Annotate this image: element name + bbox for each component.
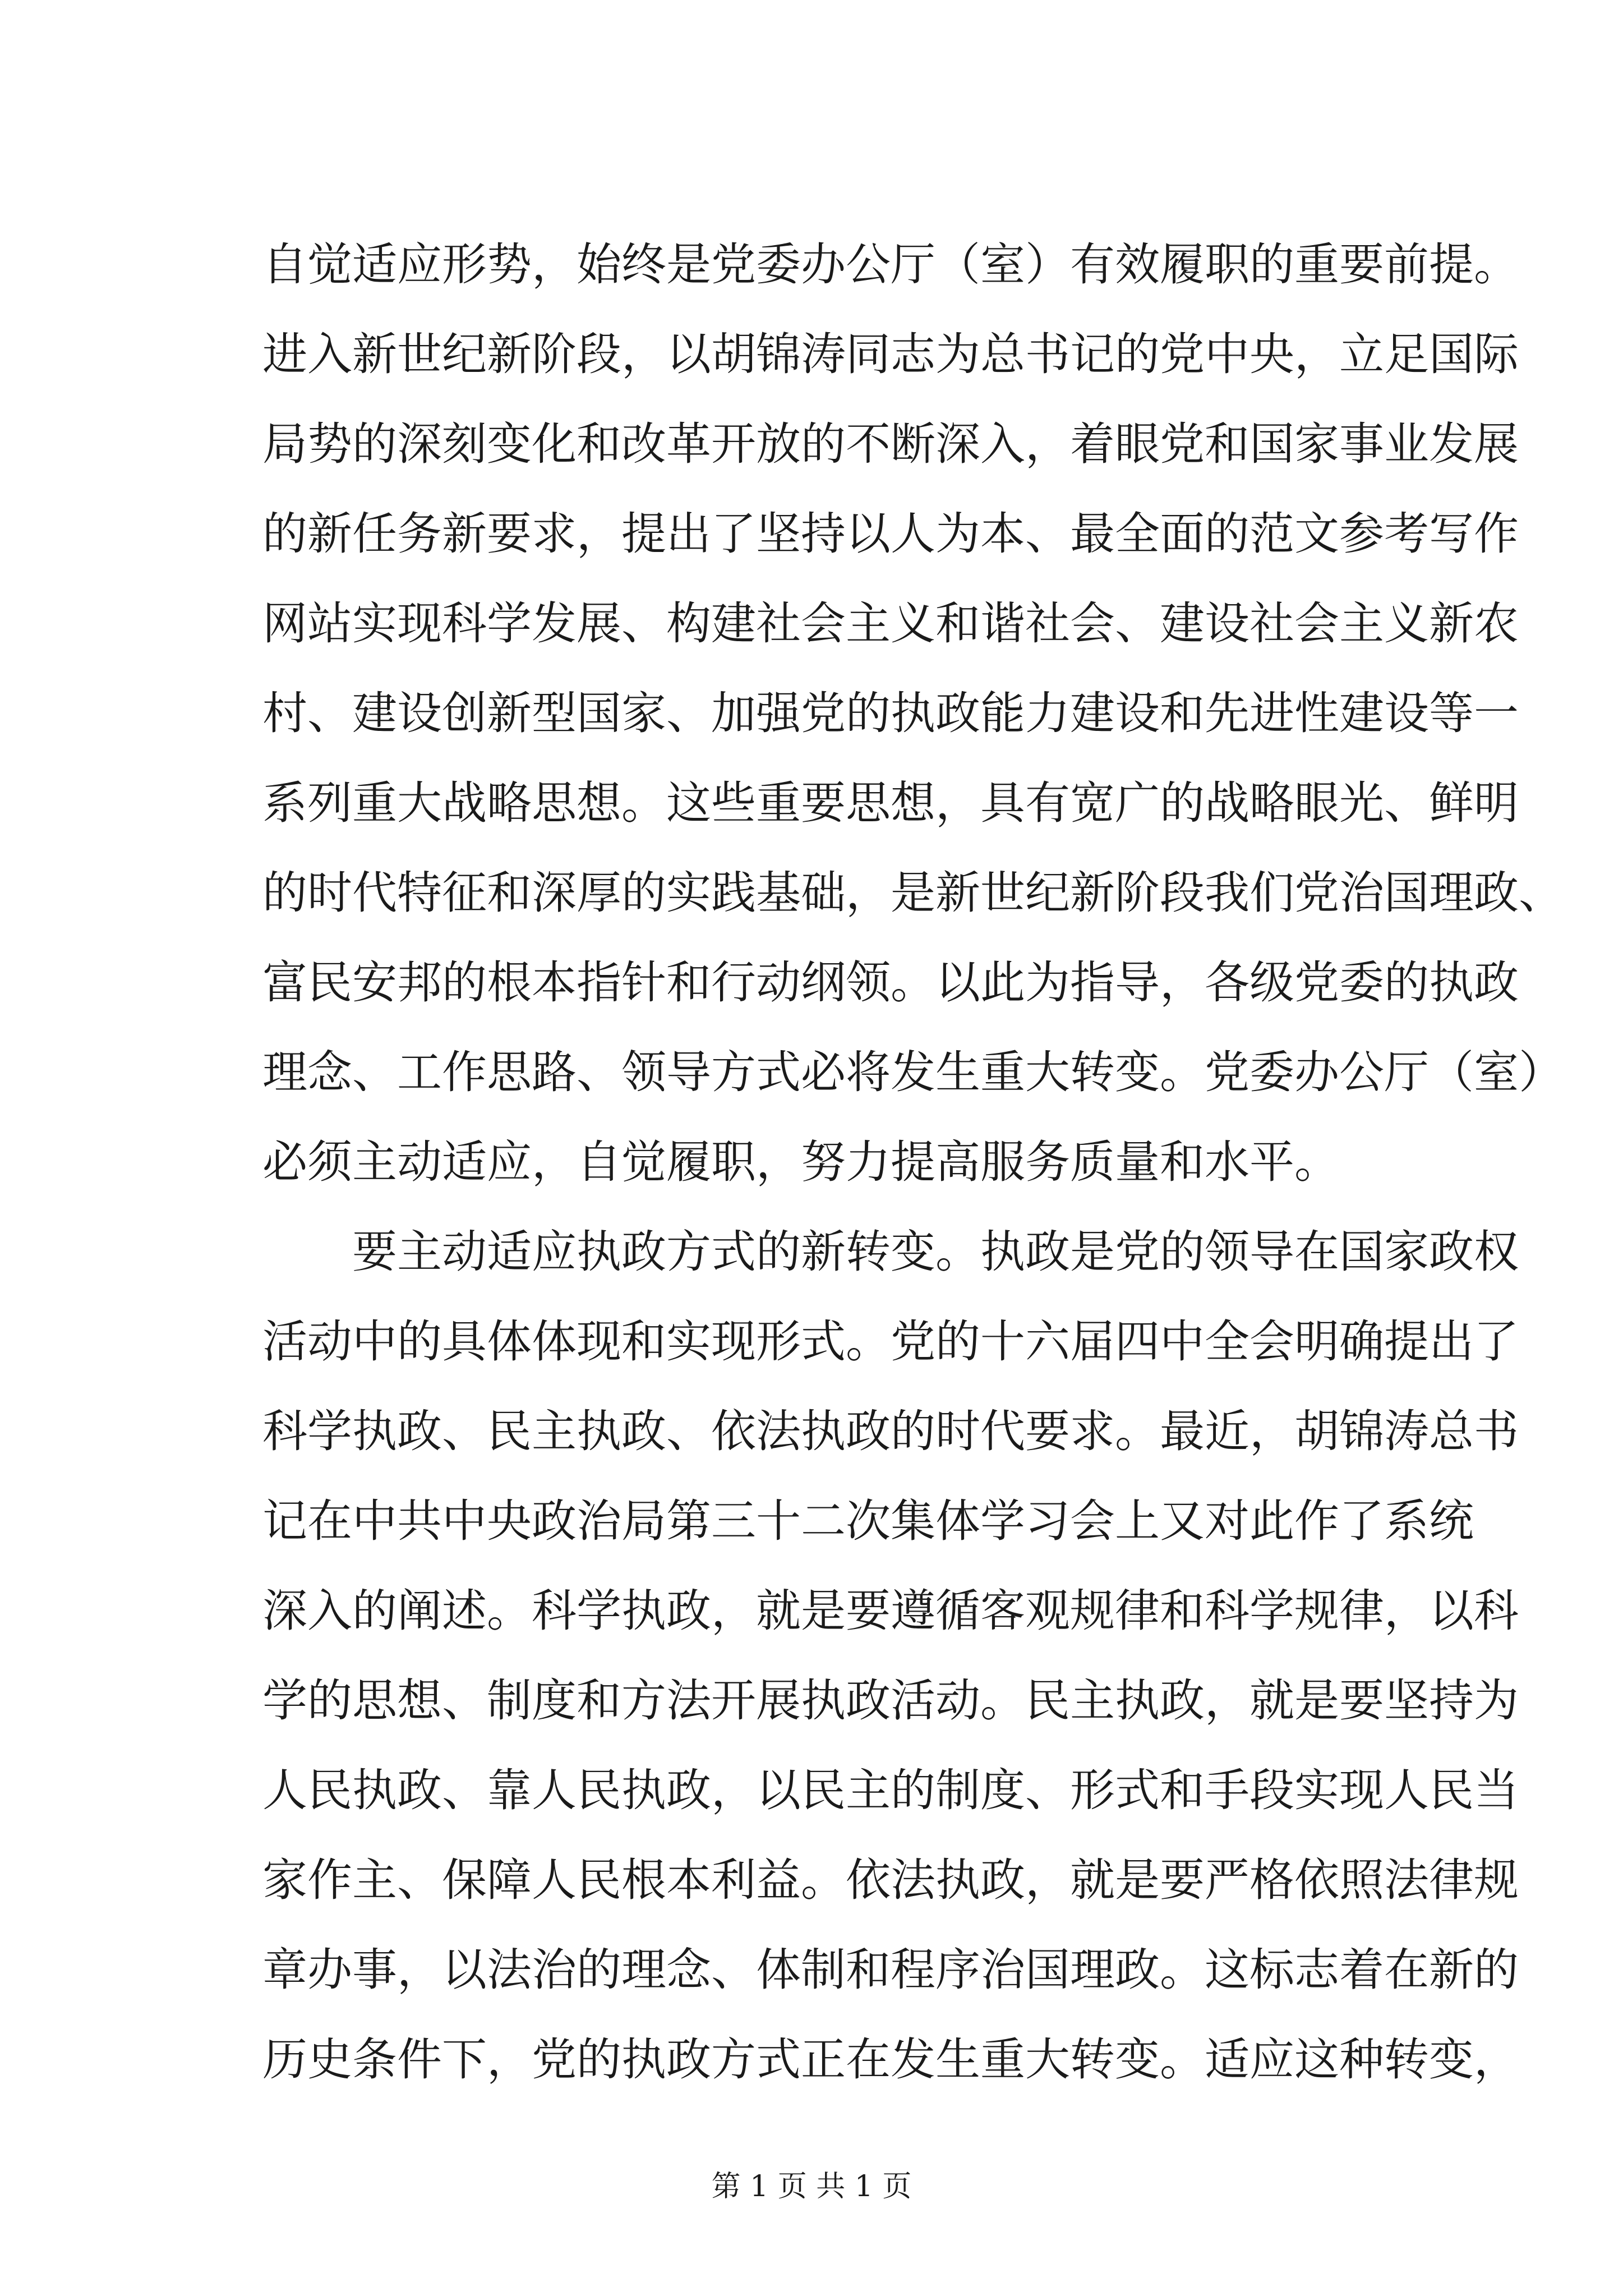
page-footer bbox=[0, 2162, 1623, 2205]
paragraph-2 bbox=[262, 1207, 1519, 2105]
text-line: 进入新世纪新阶段，以胡锦涛同志为总书记的党中央，立足国际 bbox=[262, 328, 1519, 380]
text-line: 活动中的具体体现和实现形式。党的十六届四中全会明确提出了 bbox=[262, 1315, 1519, 1368]
text-line: 局势的深刻变化和改革开放的不断深入，着眼党和国家事业发展 bbox=[262, 418, 1519, 470]
text-line: 系列重大战略思想。这些重要思想，具有宽广的战略眼光、鲜明 bbox=[262, 777, 1519, 829]
text-line: 要主动适应执政方式的新转变。执政是党的领导在国家政权 bbox=[352, 1226, 1519, 1278]
text-line: 理念、工作思路、领导方式必将发生重大转变。党委办公厅（室） bbox=[262, 1046, 1564, 1098]
text-line: 村、建设创新型国家、加强党的执政能力建设和先进性建设等一 bbox=[262, 687, 1519, 739]
text-line: 人民执政、靠人民执政，以民主的制度、形式和手段实现人民当 bbox=[262, 1764, 1519, 1816]
page-number-label: 第 1 页 共 1 页 bbox=[711, 2170, 912, 2203]
paragraph-1 bbox=[262, 220, 1564, 1207]
text-line: 富民安邦的根本指针和行动纲领。以此为指导，各级党委的执政 bbox=[262, 956, 1519, 1009]
document-body bbox=[262, 220, 1564, 2105]
text-line: 家作主、保障人民根本利益。依法执政，就是要严格依照法律规 bbox=[262, 1854, 1519, 1906]
text-line: 深入的阐述。科学执政，就是要遵循客观规律和科学规律，以科 bbox=[262, 1585, 1519, 1637]
text-line: 的时代特征和深厚的实践基础，是新世纪新阶段我们党治国理政、 bbox=[262, 867, 1564, 919]
text-line: 章办事，以法治的理念、体制和程序治国理政。这标志着在新的 bbox=[262, 1944, 1519, 1996]
text-line: 学的思想、制度和方法开展执政活动。民主执政，就是要坚持为 bbox=[262, 1674, 1519, 1727]
text-line: 历史条件下，党的执政方式正在发生重大转变。适应这种转变， bbox=[262, 2033, 1519, 2086]
text-line: 科学执政、民主执政、依法执政的时代要求。最近，胡锦涛总书 bbox=[262, 1405, 1519, 1457]
text-line: 的新任务新要求，提出了坚持以人为本、最全面的范文参考写作 bbox=[262, 508, 1519, 560]
text-line: 自觉适应形势，始终是党委办公厅（室）有效履职的重要前提。 bbox=[262, 238, 1519, 291]
text-line: 网站实现科学发展、构建社会主义和谐社会、建设社会主义新农 bbox=[262, 597, 1519, 650]
text-line: 记在中共中央政治局第三十二次集体学习会上又对此作了系统 bbox=[262, 1495, 1474, 1547]
text-line: 必须主动适应，自觉履职，努力提高服务质量和水平。 bbox=[262, 1136, 1339, 1188]
